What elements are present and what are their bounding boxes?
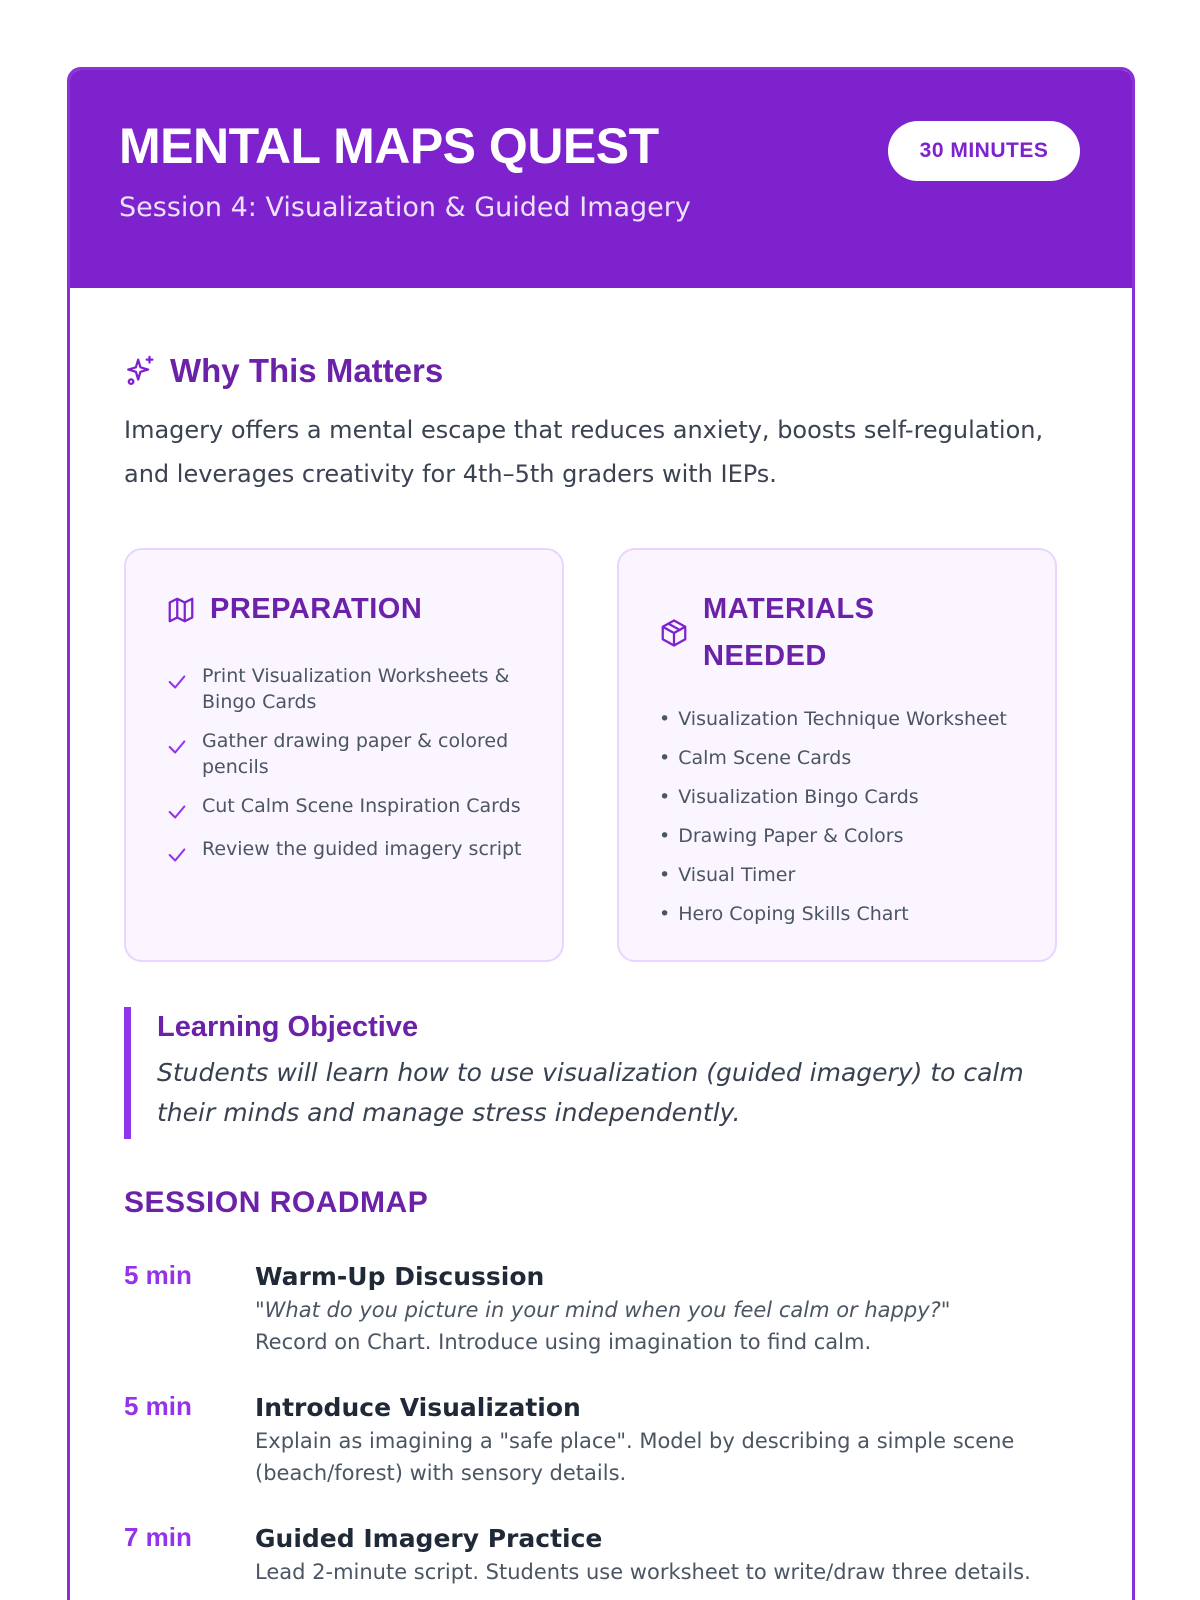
step-body xyxy=(255,1391,1085,1489)
step-duration: 5 min xyxy=(124,1391,192,1421)
materials-list xyxy=(659,700,1039,934)
step-title: Guided Imagery Practice xyxy=(255,1524,603,1553)
step-duration: 5 min xyxy=(124,1260,192,1290)
step-body xyxy=(255,1522,1085,1588)
preparation-heading xyxy=(166,586,422,633)
check-icon xyxy=(166,671,188,693)
step-title: Warm-Up Discussion xyxy=(255,1262,545,1291)
step-body xyxy=(255,1260,1085,1358)
step-description: Lead 2-minute script. Students use worksheet to write/draw three details. xyxy=(255,1560,1031,1584)
page-title: MENTAL MAPS QUEST xyxy=(119,118,659,174)
preparation-heading-label: PREPARATION xyxy=(210,593,423,625)
list-item: • Visual Timer xyxy=(659,856,1039,895)
preparation-list xyxy=(166,663,526,879)
list-item: Cut Calm Scene Inspiration Cards xyxy=(166,793,526,823)
why-heading-label: Why This Matters xyxy=(170,352,444,389)
roadmap-heading: SESSION ROADMAP xyxy=(124,1186,429,1219)
learning-objective xyxy=(124,1007,1084,1139)
list-item: Print Visualization Worksheets & Bingo Cards xyxy=(166,663,526,715)
check-icon xyxy=(166,844,188,866)
why-heading xyxy=(124,352,443,390)
list-item: • Hero Coping Skills Chart xyxy=(659,895,1039,934)
list-item: • Calm Scene Cards xyxy=(659,739,1039,778)
preparation-box xyxy=(124,548,564,962)
check-icon xyxy=(166,736,188,758)
step-description: Record on Chart. Introduce using imagination to find calm. xyxy=(255,1330,872,1354)
session-subtitle: Session 4: Visualization & Guided Imagery xyxy=(119,192,691,223)
why-text: Imagery offers a mental escape that reduces anxiety, boosts self-regulation, and leverages creativity for 4th–5th graders with IEPs. xyxy=(124,416,1044,488)
step-description: Explain as imagining a "safe place". Model by describing a simple scene (beach/forest) with sensory details. xyxy=(255,1429,1015,1485)
step-title: Introduce Visualization xyxy=(255,1393,581,1422)
objective-heading: Learning Objective xyxy=(157,1011,419,1043)
lesson-card xyxy=(67,67,1135,1600)
materials-heading xyxy=(659,586,979,680)
list-item: • Visualization Technique Worksheet xyxy=(659,700,1039,739)
map-icon xyxy=(166,595,196,625)
step-duration: 7 min xyxy=(124,1522,192,1552)
duration-badge: 30 MINUTES xyxy=(888,121,1080,181)
lesson-header xyxy=(67,67,1135,288)
materials-heading-label: MATERIALS NEEDED xyxy=(703,593,875,672)
list-item: • Drawing Paper & Colors xyxy=(659,817,1039,856)
materials-box xyxy=(617,548,1057,962)
box-icon xyxy=(659,618,689,648)
step-quote: "What do you picture in your mind when you feel calm or happy?" xyxy=(255,1298,951,1322)
check-icon xyxy=(166,801,188,823)
sparkles-icon xyxy=(124,354,158,388)
list-item: Review the guided imagery script xyxy=(166,836,526,866)
objective-text: Students will learn how to use visualization (guided imagery) to calm their minds and manage stress independently. xyxy=(157,1058,1024,1127)
list-item: • Visualization Bingo Cards xyxy=(659,778,1039,817)
list-item: Gather drawing paper & colored pencils xyxy=(166,728,526,780)
